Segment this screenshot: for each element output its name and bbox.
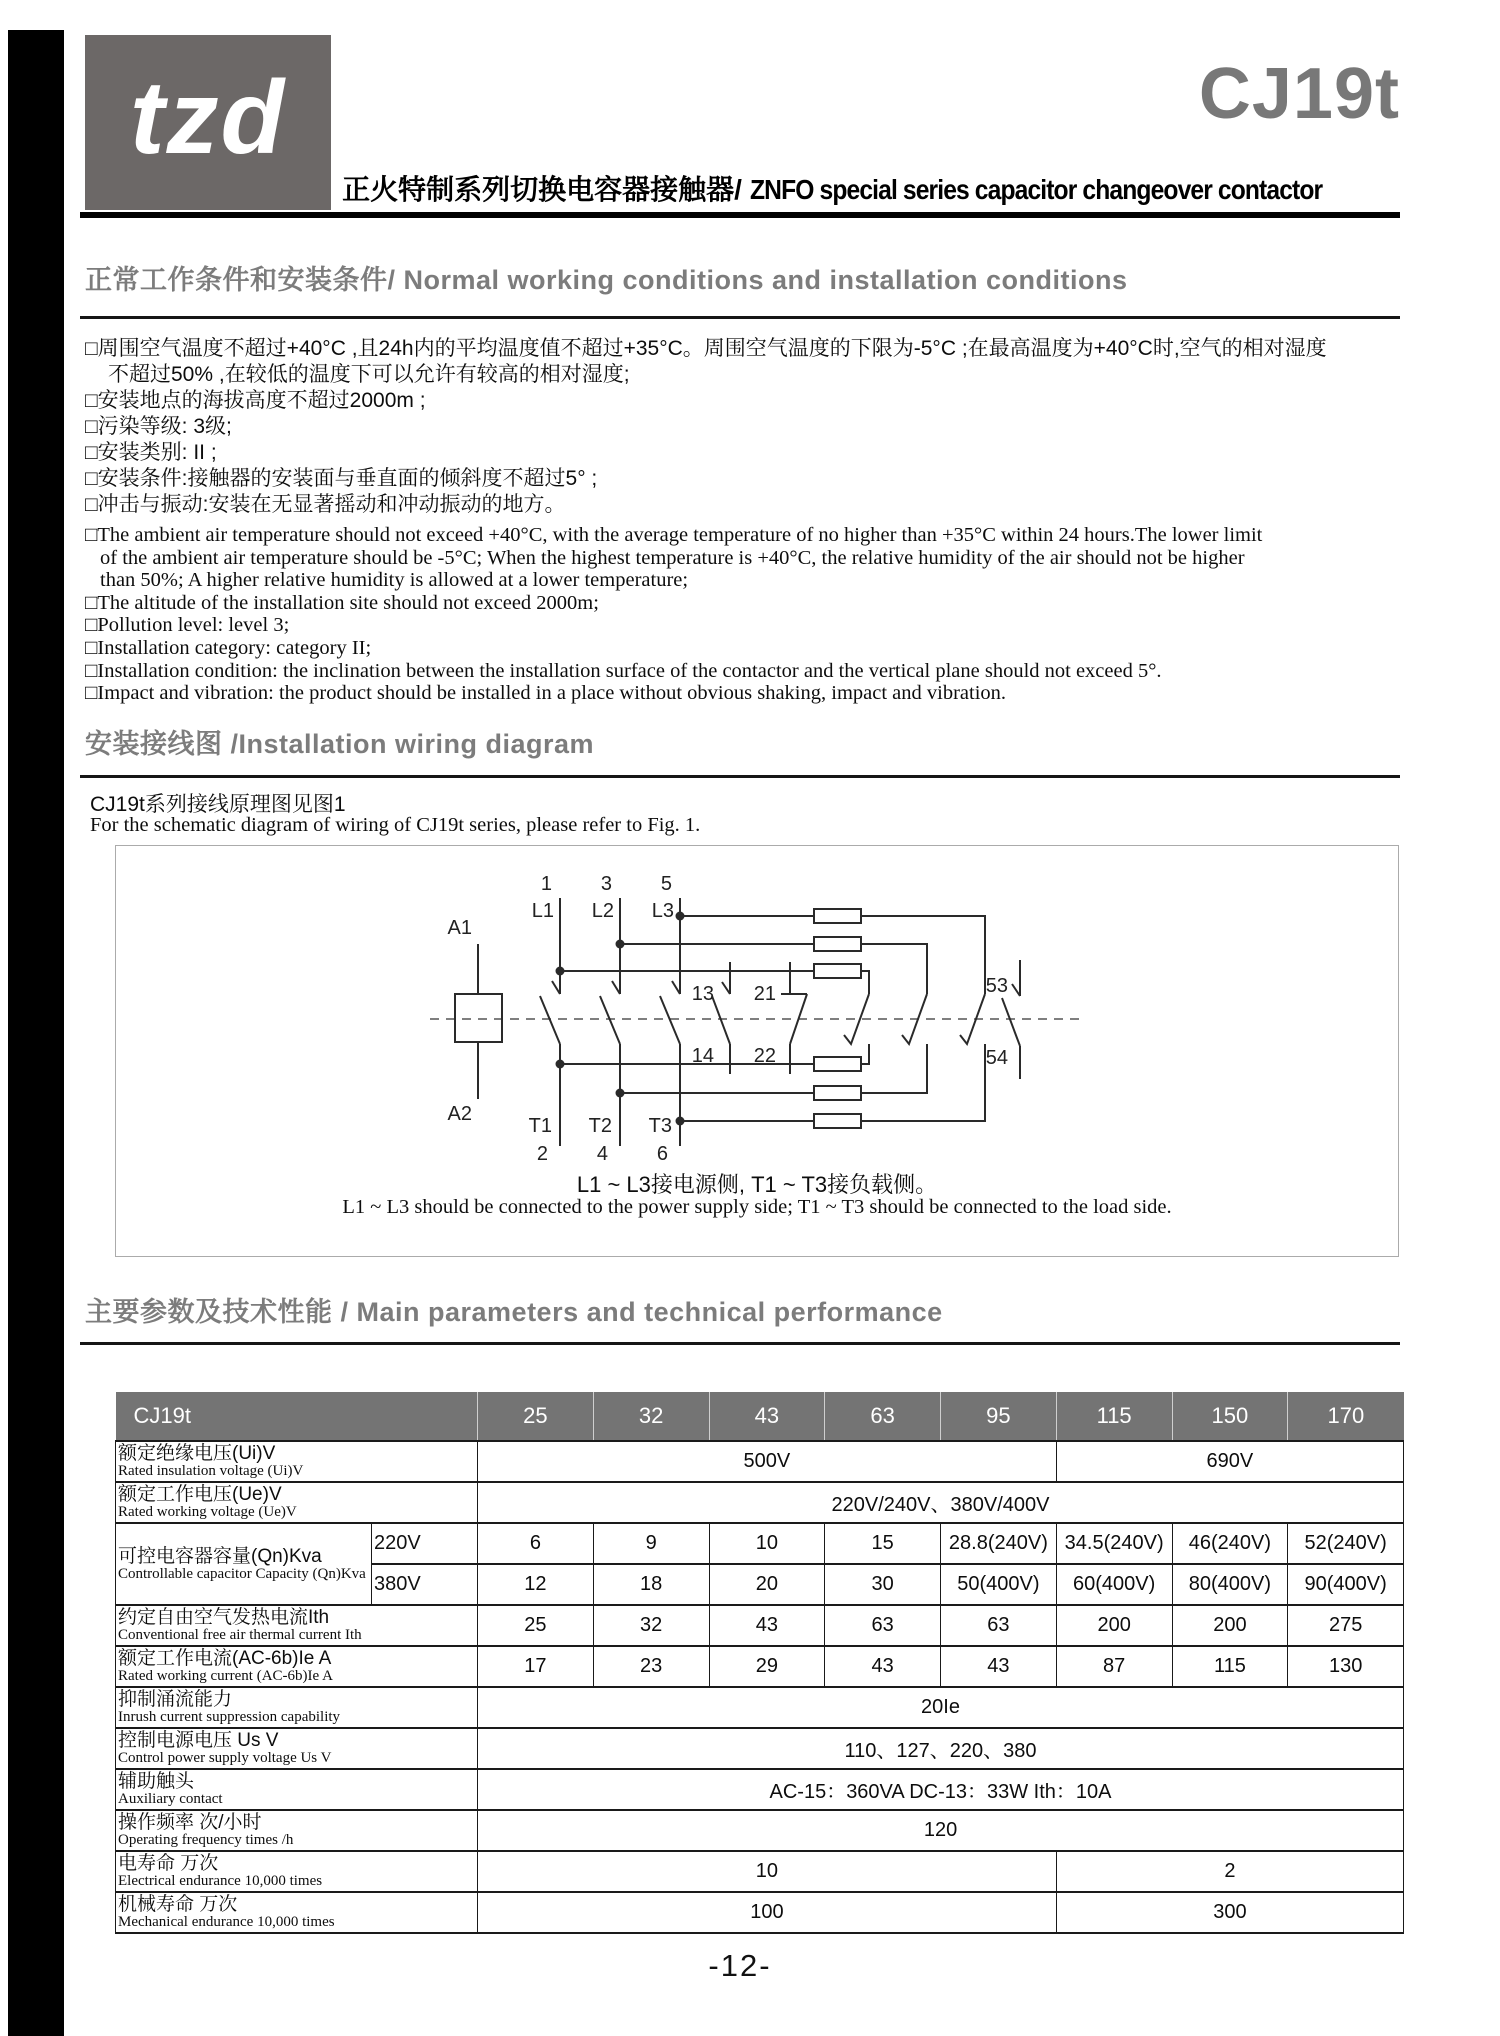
pole1-top-number: 1 xyxy=(540,874,552,895)
condition-line: □Pollution level: level 3; xyxy=(85,614,290,637)
value-cell: 18 xyxy=(593,1564,709,1605)
condition-line: of the ambient air temperature should be -5°C; When the highest temperature is +40°C, the relative humidity of the air should not be higher xyxy=(100,546,1245,569)
table-header-cell: 43 xyxy=(709,1392,825,1441)
condition-line: □The altitude of the installation site should not exceed 2000m; xyxy=(85,591,599,614)
value-cell: 20Ie xyxy=(478,1687,1404,1728)
table-header-cell: 170 xyxy=(1288,1392,1404,1441)
aux-contact-21-22 xyxy=(781,962,807,1074)
value-cell: 46(240V) xyxy=(1172,1523,1288,1564)
table-row xyxy=(116,1728,1404,1769)
row-label-cn: 额定工作电流(AC-6b)Ie A xyxy=(118,1648,332,1669)
row-label-en: Rated insulation voltage (Ui)V xyxy=(118,1463,304,1479)
row-label-cell xyxy=(116,1728,478,1769)
value-cell: 220V/240V、380V/400V xyxy=(478,1482,1404,1523)
row-label-cell xyxy=(116,1482,478,1523)
pole1-line-label: L1 xyxy=(531,900,554,922)
pole1-bottom-number: 2 xyxy=(536,1143,548,1164)
coil-symbol xyxy=(455,944,502,1099)
condition-item xyxy=(85,466,1405,492)
main-pole-3 xyxy=(660,898,680,1146)
product-subtitle-cn: 正火特制系列切换电容器接触器/ xyxy=(342,174,742,205)
aux-label-53: 53 xyxy=(985,975,1008,997)
figure-caption-cn: L1 ~ L3接电源侧, T1 ~ T3接负载侧。 xyxy=(576,1172,938,1197)
row-label-cell xyxy=(116,1605,478,1646)
condition-line: □安装类别: II ; xyxy=(85,441,217,464)
table-row xyxy=(116,1769,1404,1810)
row-label-en: Electrical endurance 10,000 times xyxy=(118,1873,323,1889)
figure-intro-en: For the schematic diagram of wiring of CJ19t series, please refer to Fig. 1. xyxy=(90,814,701,836)
condition-item xyxy=(85,414,1405,440)
aux-label-22: 22 xyxy=(753,1045,776,1067)
value-cell: 63 xyxy=(825,1605,941,1646)
value-cell: 20 xyxy=(709,1564,825,1605)
row-label-cell xyxy=(116,1523,372,1605)
parameters-table-body xyxy=(116,1441,1404,1933)
row-label-cell xyxy=(116,1851,478,1892)
wiring-diagram-svg xyxy=(340,874,1120,1164)
coil-terminal-label-a2: A2 xyxy=(447,1103,472,1125)
condition-line: □Installation condition: the inclination between the installation surface of the contactor and the vertical plane should not exceed 5°. xyxy=(85,659,1162,682)
table-row xyxy=(116,1482,1404,1523)
product-subtitle-en: ZNFO special series capacitor changeover contactor xyxy=(749,174,1322,205)
brand-logo-text: tzd xyxy=(129,60,287,176)
pole3-term-label: T3 xyxy=(648,1115,672,1137)
value-cell: 15 xyxy=(825,1523,941,1564)
value-cell: 43 xyxy=(709,1605,825,1646)
pole2-top-number: 3 xyxy=(600,874,612,895)
value-cell: 10 xyxy=(478,1851,1057,1892)
condition-line: □Impact and vibration: the product should be installed in a place without obvious shaking, impact and vibration. xyxy=(85,682,1007,705)
aux-label-13: 13 xyxy=(691,983,714,1005)
row-label-cell xyxy=(116,1646,478,1687)
product-title: CJ19t xyxy=(1198,54,1400,134)
condition-line: □冲击与振动:安装在无显著摇动和冲动振动的地方。 xyxy=(85,493,566,516)
value-cell: 110、127、220、380 xyxy=(478,1728,1404,1769)
condition-item xyxy=(85,637,1405,660)
table-header-cell: 95 xyxy=(941,1392,1057,1441)
section-heading-wiring: 安装接线图 /Installation wiring diagram xyxy=(85,729,595,759)
value-cell: 10 xyxy=(709,1523,825,1564)
section-heading-conditions: 正常工作条件和安装条件/ Normal working conditions and installation conditions xyxy=(85,265,1128,295)
row-label-cell xyxy=(116,1441,478,1482)
value-cell: 500V xyxy=(478,1441,1057,1482)
brand-logo xyxy=(85,35,331,210)
row-label-cn: 可控电容器容量(Qn)Kva xyxy=(118,1545,322,1567)
value-cell: 25 xyxy=(478,1605,594,1646)
value-cell: 32 xyxy=(593,1605,709,1646)
header-rule xyxy=(80,212,1400,218)
pole2-line-label: L2 xyxy=(591,900,614,922)
row-label-en: Auxiliary contact xyxy=(118,1791,223,1807)
figure-caption-en: L1 ~ L3 should be connected to the power supply side; T1 ~ T3 should be connected to the load side. xyxy=(342,1196,1172,1218)
row-label-cn: 操作频率 次/小时 xyxy=(118,1812,262,1833)
pole3-top-number: 5 xyxy=(660,874,672,895)
value-cell: 30 xyxy=(825,1564,941,1605)
condition-item xyxy=(85,440,1405,466)
value-cell: 52(240V) xyxy=(1288,1523,1404,1564)
row-label-cn: 控制电源电压 Us V xyxy=(118,1730,279,1751)
condition-item xyxy=(85,524,1405,592)
table-row xyxy=(116,1810,1404,1851)
value-cell: 115 xyxy=(1172,1646,1288,1687)
row-label-en: Mechanical endurance 10,000 times xyxy=(118,1914,335,1930)
condition-line: □Installation category: category II; xyxy=(85,636,372,659)
table-header-label: CJ19t xyxy=(116,1392,478,1441)
value-cell: 28.8(240V) xyxy=(941,1523,1057,1564)
row-label-cn: 辅助触头 xyxy=(118,1771,195,1792)
value-cell: 100 xyxy=(478,1892,1057,1933)
table-row xyxy=(116,1523,1404,1564)
value-cell: 690V xyxy=(1056,1441,1403,1482)
row-sub-label-cell: 220V xyxy=(372,1523,478,1564)
coil-terminal-label-a1: A1 xyxy=(447,917,472,939)
row-label-cell xyxy=(116,1687,478,1728)
section-heading-parameters: 主要参数及技术性能 / Main parameters and technical performance xyxy=(85,1297,943,1327)
pole3-bottom-number: 6 xyxy=(656,1143,668,1164)
value-cell: 200 xyxy=(1172,1605,1288,1646)
condition-item xyxy=(85,336,1405,388)
value-cell: 200 xyxy=(1056,1605,1172,1646)
condition-line: □安装地点的海拔高度不超过2000m ; xyxy=(85,389,426,412)
value-cell: 300 xyxy=(1056,1892,1403,1933)
table-header-cell: 63 xyxy=(825,1392,941,1441)
value-cell: 34.5(240V) xyxy=(1056,1523,1172,1564)
table-header-cell: 150 xyxy=(1172,1392,1288,1441)
value-cell: 130 xyxy=(1288,1646,1404,1687)
table-header-cell: 115 xyxy=(1056,1392,1172,1441)
table-row xyxy=(116,1605,1404,1646)
row-label-en: Conventional free air thermal current Ith xyxy=(118,1627,362,1643)
table-header-cell: 25 xyxy=(478,1392,594,1441)
condition-line: than 50%; A higher relative humidity is allowed at a lower temperature; xyxy=(100,569,689,592)
row-label-cn: 额定绝缘电压(Ui)V xyxy=(118,1443,276,1464)
condition-item xyxy=(85,660,1405,683)
value-cell: 80(400V) xyxy=(1172,1564,1288,1605)
table-header-cell: 32 xyxy=(593,1392,709,1441)
table-row xyxy=(116,1687,1404,1728)
condition-item xyxy=(85,682,1405,705)
value-cell: 90(400V) xyxy=(1288,1564,1404,1605)
aux-label-54: 54 xyxy=(985,1047,1008,1069)
parameters-table-head xyxy=(116,1392,1404,1441)
value-cell: 120 xyxy=(478,1810,1404,1851)
value-cell: 63 xyxy=(941,1605,1057,1646)
pole1-term-label: T1 xyxy=(528,1115,552,1137)
value-cell: 6 xyxy=(478,1523,594,1564)
product-subtitle xyxy=(342,176,1400,204)
pole2-bottom-number: 4 xyxy=(596,1143,608,1164)
section-rule-parameters xyxy=(80,1342,1400,1345)
table-row xyxy=(116,1851,1404,1892)
value-cell: 12 xyxy=(478,1564,594,1605)
figure-intro-cn: CJ19t系列接线原理图见图1 xyxy=(90,793,346,816)
page-number: -12- xyxy=(708,1948,772,1983)
condition-item xyxy=(85,614,1405,637)
value-cell: 43 xyxy=(825,1646,941,1687)
value-cell: 50(400V) xyxy=(941,1564,1057,1605)
value-cell: 275 xyxy=(1288,1605,1404,1646)
parameters-table-wrap xyxy=(115,1392,1404,1934)
row-label-en: Rated working voltage (Ue)V xyxy=(118,1504,297,1520)
value-cell: 9 xyxy=(593,1523,709,1564)
row-sub-label-cell: 380V xyxy=(372,1564,478,1605)
aux-contact-13-14 xyxy=(712,962,730,1074)
main-pole-2 xyxy=(600,898,620,1146)
condition-line: 不超过50% ,在较低的温度下可以允许有较高的相对湿度; xyxy=(108,363,630,386)
condition-line: □周围空气温度不超过+40°C ,且24h内的平均温度值不超过+35°C。周围空气温度的下限为-5°C ;在最高温度为+40°C时,空气的相对湿度 xyxy=(85,337,1327,360)
value-cell: 60(400V) xyxy=(1056,1564,1172,1605)
conditions-en-list xyxy=(85,524,1405,705)
value-cell: 2 xyxy=(1056,1851,1403,1892)
condition-item xyxy=(85,492,1405,518)
row-label-en: Operating frequency times /h xyxy=(118,1832,294,1848)
parameters-table xyxy=(115,1392,1404,1934)
table-row xyxy=(116,1646,1404,1687)
section-rule-conditions xyxy=(80,316,1400,319)
condition-item xyxy=(85,388,1405,414)
pole3-line-label: L3 xyxy=(651,900,674,922)
row-label-cell xyxy=(116,1810,478,1851)
aux-label-14: 14 xyxy=(691,1045,714,1067)
section-rule-wiring xyxy=(80,775,1400,778)
value-cell: 29 xyxy=(709,1646,825,1687)
row-label-en: Control power supply voltage Us V xyxy=(118,1750,332,1766)
table-header-row xyxy=(116,1392,1404,1441)
value-cell: AC-15：360VA DC-13：33W Ith：10A xyxy=(478,1769,1404,1810)
pole2-term-label: T2 xyxy=(588,1115,612,1137)
conditions-cn-list xyxy=(85,336,1405,518)
wiring-diagram-figure xyxy=(115,845,1399,1257)
row-label-cn: 约定自由空气发热电流Ith xyxy=(118,1607,330,1628)
row-label-en: Rated working current (AC-6b)Ie A xyxy=(118,1668,333,1684)
condition-line: □安装条件:接触器的安装面与垂直面的倾斜度不超过5° ; xyxy=(85,467,598,490)
left-edge-bar xyxy=(8,30,64,2036)
main-pole-1 xyxy=(540,898,560,1146)
row-label-cn: 电寿命 万次 xyxy=(118,1853,219,1874)
value-cell: 87 xyxy=(1056,1646,1172,1687)
row-label-cell xyxy=(116,1769,478,1810)
aux-label-21: 21 xyxy=(753,983,776,1005)
table-row xyxy=(116,1892,1404,1933)
row-label-cell xyxy=(116,1892,478,1933)
row-label-en: Inrush current suppression capability xyxy=(118,1709,341,1725)
row-label-cn: 抑制涌流能力 xyxy=(118,1689,233,1710)
value-cell: 23 xyxy=(593,1646,709,1687)
row-label-en: Controllable capacitor Capacity (Qn)Kva xyxy=(118,1565,366,1582)
value-cell: 17 xyxy=(478,1646,594,1687)
row-label-cn: 额定工作电压(Ue)V xyxy=(118,1484,282,1505)
value-cell: 43 xyxy=(941,1646,1057,1687)
condition-line: □The ambient air temperature should not exceed +40°C, with the average temperature of no higher than +35°C within 24 hours.The lower limit xyxy=(85,524,1263,546)
table-row xyxy=(116,1441,1404,1482)
condition-line: □污染等级: 3级; xyxy=(85,415,232,438)
row-label-cn: 机械寿命 万次 xyxy=(118,1894,238,1915)
condition-item xyxy=(85,592,1405,615)
